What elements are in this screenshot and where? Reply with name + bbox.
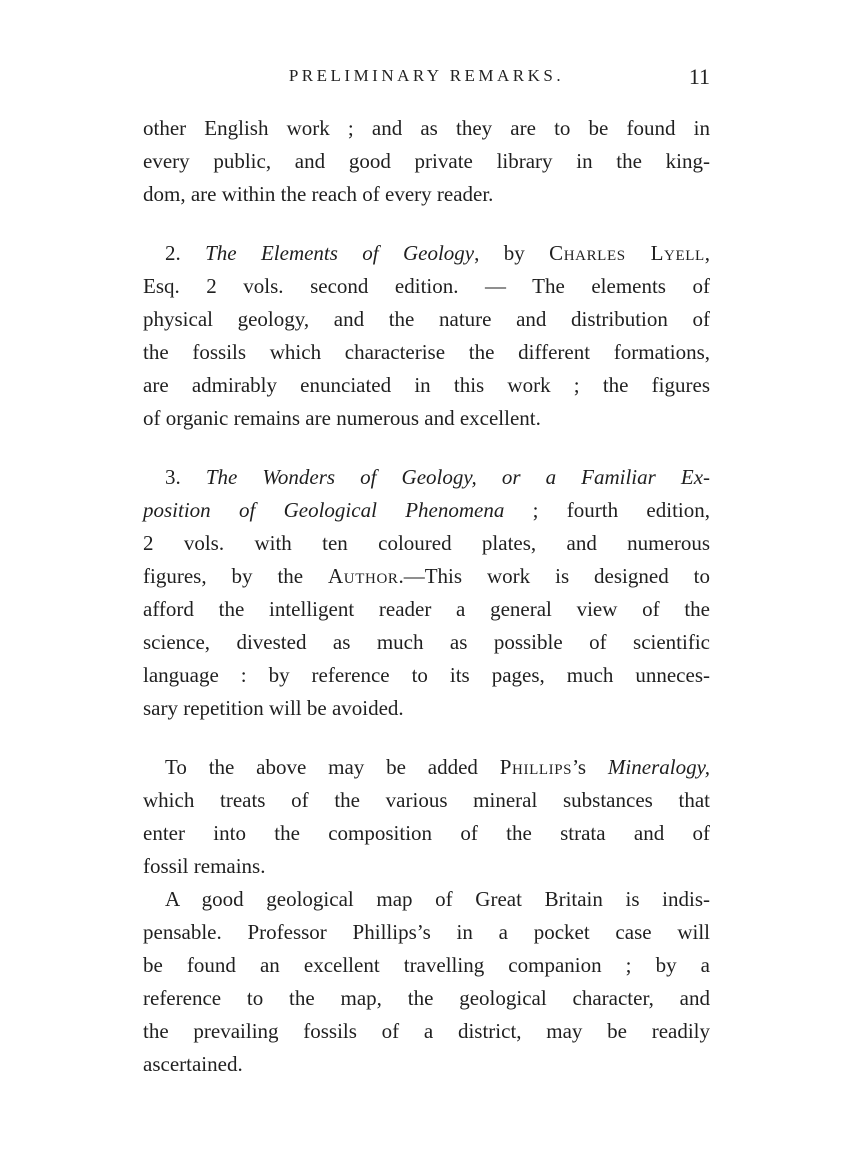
text-line bbox=[143, 145, 710, 178]
body-text-segment: pensable. Professor Phillips’s in a pocket case will bbox=[143, 920, 710, 944]
paragraph bbox=[143, 751, 710, 883]
text-line bbox=[143, 461, 710, 494]
body-text-segment: the fossils which characterise the different formations, bbox=[143, 340, 710, 364]
body-text-segment: figures, by the bbox=[143, 564, 329, 588]
body-text-segment: 3. bbox=[165, 465, 206, 489]
text-line bbox=[143, 1048, 710, 1081]
body-text-segment: , by bbox=[474, 241, 550, 265]
text-line bbox=[143, 593, 710, 626]
text-line bbox=[143, 303, 710, 336]
body-text-segment: 2. bbox=[165, 241, 206, 265]
text-line bbox=[143, 560, 710, 593]
text-line bbox=[143, 336, 710, 369]
paragraph bbox=[143, 461, 710, 725]
text-line bbox=[143, 626, 710, 659]
text-line bbox=[143, 494, 710, 527]
small-caps-name: Author bbox=[328, 564, 399, 588]
italic-text: position of Geological Phenomena bbox=[143, 498, 505, 522]
body-text-segment: physical geology, and the nature and distribution of bbox=[143, 307, 710, 331]
text-line bbox=[143, 527, 710, 560]
text-line bbox=[143, 1015, 710, 1048]
italic-text: The Wonders of Geology, or a Familiar Ex- bbox=[205, 465, 711, 489]
body-text-segment: science, divested as much as possible of scientific bbox=[143, 630, 710, 654]
text-line bbox=[143, 402, 710, 435]
body-text-segment: Esq. 2 vols. second edition. — The elements of bbox=[143, 274, 710, 298]
body-text-segment: the prevailing fossils of a district, may be readily bbox=[143, 1019, 710, 1043]
page-content bbox=[143, 66, 710, 1081]
italic-text: The Elements of Geology bbox=[205, 241, 475, 265]
body-text-segment: which treats of the various mineral substances that bbox=[143, 788, 710, 812]
page-body bbox=[143, 112, 710, 1081]
body-text-segment: every public, and good private library in the king- bbox=[143, 149, 710, 173]
body-text-segment: other English work ; and as they are to be found in bbox=[143, 116, 710, 140]
italic-text: Mineralogy, bbox=[607, 755, 710, 779]
text-line bbox=[143, 270, 710, 303]
text-line bbox=[143, 751, 710, 784]
body-text-segment: A good geological map of Great Britain is indis- bbox=[165, 887, 710, 911]
text-line bbox=[143, 916, 710, 949]
body-text-segment: be found an excellent travelling companion ; by a bbox=[143, 953, 710, 977]
body-text-segment: ascertained. bbox=[143, 1052, 243, 1076]
text-line bbox=[143, 178, 710, 211]
body-text-segment: ; fourth edition, bbox=[504, 498, 710, 522]
body-text-segment: enter into the composition of the strata and of bbox=[143, 821, 710, 845]
paragraph bbox=[143, 112, 710, 211]
body-text-segment: language : by reference to its pages, much unneces- bbox=[143, 663, 710, 687]
body-text-segment: are admirably enunciated in this work ; the figures bbox=[143, 373, 710, 397]
body-text-segment: afford the intelligent reader a general view of the bbox=[143, 597, 710, 621]
body-text-segment: 2 vols. with ten coloured plates, and numerous bbox=[143, 531, 710, 555]
text-line bbox=[143, 369, 710, 402]
text-line bbox=[143, 817, 710, 850]
running-title: PRELIMINARY REMARKS. bbox=[288, 66, 565, 85]
page-number: 11 bbox=[688, 64, 710, 89]
text-line bbox=[143, 850, 710, 883]
text-line bbox=[143, 112, 710, 145]
small-caps-name: Charles Lyell bbox=[549, 241, 705, 265]
body-text-segment: .—This work is designed to bbox=[398, 564, 710, 588]
text-line bbox=[143, 784, 710, 817]
body-text-segment: , bbox=[704, 241, 711, 265]
body-text-segment: dom, are within the reach of every reader. bbox=[143, 182, 494, 206]
text-line bbox=[143, 883, 710, 916]
text-line bbox=[143, 982, 710, 1015]
body-text-segment: To the above may be added bbox=[165, 755, 500, 779]
body-text-segment: ’s bbox=[572, 755, 608, 779]
page-header bbox=[143, 66, 710, 94]
text-line bbox=[143, 659, 710, 692]
paragraph bbox=[143, 237, 710, 435]
text-line bbox=[143, 949, 710, 982]
body-text-segment: fossil remains. bbox=[143, 854, 266, 878]
text-line bbox=[143, 237, 710, 270]
small-caps-name: Phillips bbox=[499, 755, 573, 779]
body-text-segment: reference to the map, the geological character, and bbox=[143, 986, 710, 1010]
text-line bbox=[143, 692, 710, 725]
paragraph bbox=[143, 883, 710, 1081]
body-text-segment: of organic remains are numerous and excellent. bbox=[143, 406, 541, 430]
body-text-segment: sary repetition will be avoided. bbox=[143, 696, 404, 720]
